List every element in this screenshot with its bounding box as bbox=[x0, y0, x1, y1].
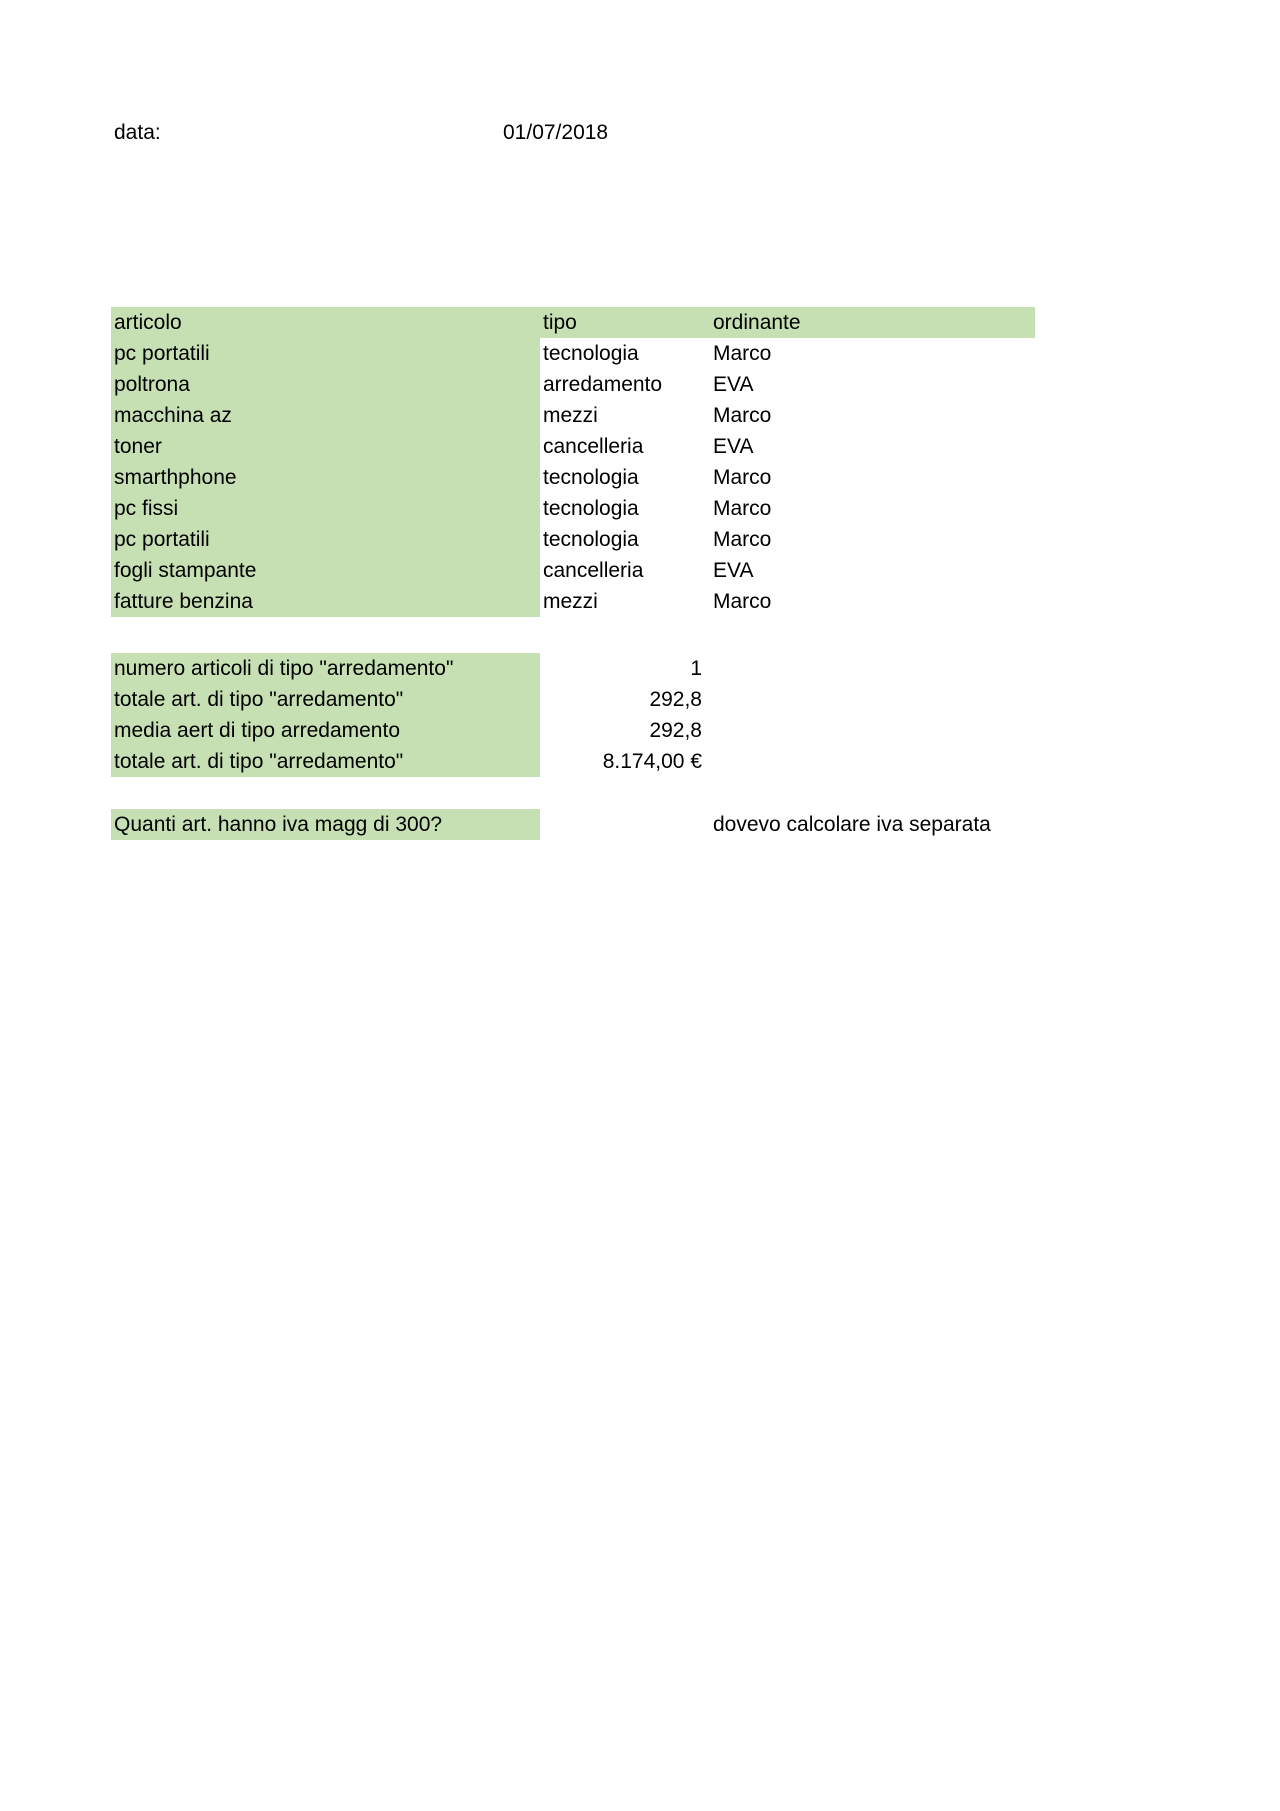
column-header-tipo: tipo bbox=[543, 311, 577, 334]
cell-ordinante: Marco bbox=[713, 497, 772, 520]
column-header-articolo: articolo bbox=[114, 311, 182, 334]
cell-tipo: cancelleria bbox=[543, 435, 644, 458]
summary-value: 292,8 bbox=[649, 719, 702, 742]
cell-ordinante: Marco bbox=[713, 404, 772, 427]
cell-tipo: mezzi bbox=[543, 404, 598, 427]
summary-value: 1 bbox=[690, 657, 702, 680]
cell-ordinante: Marco bbox=[713, 528, 772, 551]
cell-ordinante: EVA bbox=[713, 373, 754, 396]
summary-value: 8.174,00 € bbox=[602, 750, 702, 773]
cell-tipo: cancelleria bbox=[543, 559, 644, 582]
cell-tipo: mezzi bbox=[543, 590, 598, 613]
question-note: dovevo calcolare iva separata bbox=[713, 813, 991, 836]
summary-label: media aert di tipo arredamento bbox=[111, 715, 540, 746]
cell-articolo: pc fissi bbox=[111, 493, 540, 524]
cell-articolo: macchina az bbox=[111, 400, 540, 431]
summary-label: totale art. di tipo "arredamento" bbox=[111, 746, 540, 777]
cell-tipo: arredamento bbox=[543, 373, 663, 396]
cell-tipo: tecnologia bbox=[543, 342, 639, 365]
date-value: 01/07/2018 bbox=[503, 121, 609, 144]
cell-articolo: smarthphone bbox=[111, 462, 540, 493]
cell-tipo: tecnologia bbox=[543, 497, 639, 520]
cell-ordinante: Marco bbox=[713, 342, 772, 365]
question-label: Quanti art. hanno iva magg di 300? bbox=[111, 809, 540, 840]
date-label: data: bbox=[114, 121, 161, 144]
cell-ordinante: EVA bbox=[713, 559, 754, 582]
cell-ordinante: Marco bbox=[713, 590, 772, 613]
summary-value: 292,8 bbox=[649, 688, 702, 711]
cell-ordinante: EVA bbox=[713, 435, 754, 458]
cell-articolo: toner bbox=[111, 431, 540, 462]
cell-articolo: pc portatili bbox=[111, 338, 540, 369]
cell-tipo: tecnologia bbox=[543, 466, 639, 489]
cell-articolo: pc portatili bbox=[111, 524, 540, 555]
cell-articolo: poltrona bbox=[111, 369, 540, 400]
column-header-ordinante: ordinante bbox=[713, 311, 801, 334]
cell-articolo: fatture benzina bbox=[111, 586, 540, 617]
summary-label: numero articoli di tipo "arredamento" bbox=[111, 653, 540, 684]
cell-tipo: tecnologia bbox=[543, 528, 639, 551]
cell-ordinante: Marco bbox=[713, 466, 772, 489]
summary-label: totale art. di tipo "arredamento" bbox=[111, 684, 540, 715]
cell-articolo: fogli stampante bbox=[111, 555, 540, 586]
